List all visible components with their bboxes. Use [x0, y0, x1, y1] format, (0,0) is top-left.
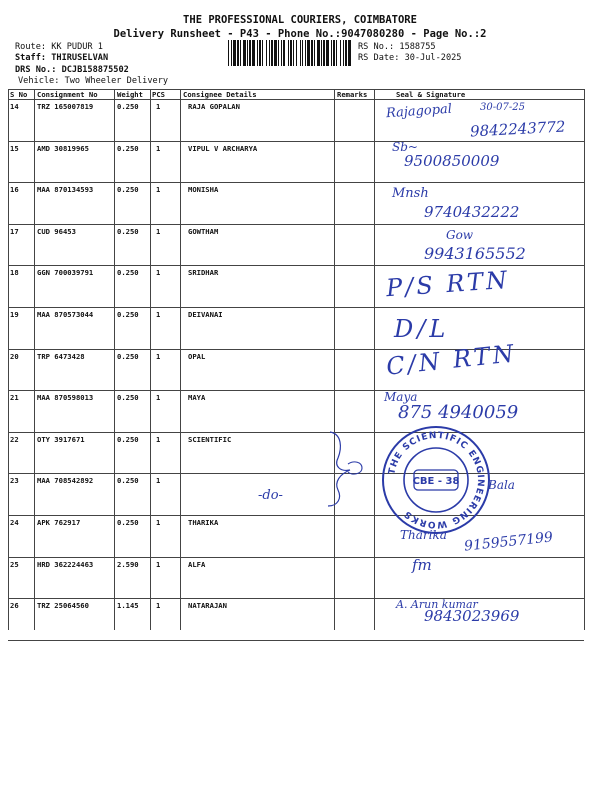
route-label: Route: KK PUDUR 1 — [15, 42, 103, 52]
runsheet-subtitle: Delivery Runsheet - P43 - Phone No.:9047080280 - Page No.:2 — [113, 28, 487, 40]
barcode-bar — [228, 40, 229, 66]
table-cell-consignee: RAJA GOPALAN — [188, 102, 240, 111]
table-cell-pcs: 1 — [156, 435, 161, 444]
table-cell-weight: 2.590 — [117, 560, 139, 569]
handwritten-note-row18: P/S RTN — [385, 265, 511, 303]
barcode-bar — [336, 40, 337, 66]
signature-row25: fm — [412, 556, 432, 574]
table-cell-sno: 23 — [10, 476, 19, 485]
signature-row23: Bala — [488, 478, 515, 492]
table-row-rule — [8, 141, 584, 142]
column-header: Consignment No — [37, 90, 98, 99]
table-row-rule — [8, 557, 584, 558]
table-cell-weight: 0.250 — [117, 476, 139, 485]
barcode-bar — [252, 40, 255, 66]
table-cell-consignee: SRIDHAR — [188, 268, 219, 277]
table-cell-pcs: 1 — [156, 560, 161, 569]
barcode-bar — [317, 40, 320, 66]
table-cell-pcs: 1 — [156, 144, 161, 153]
barcode-bar — [281, 40, 282, 66]
table-column-rule — [180, 89, 181, 630]
barcode-bar — [231, 40, 232, 66]
table-cell-consignee: DEIVANAI — [188, 310, 223, 319]
table-cell-weight: 0.250 — [117, 310, 139, 319]
drs-number: DRS No.: DCJB158875502 — [15, 65, 129, 75]
barcode-bar — [271, 40, 273, 66]
barcode-bar — [323, 40, 325, 66]
company-seal-stamp — [380, 424, 492, 536]
barcode-bar — [259, 40, 261, 66]
table-cell-sno: 18 — [10, 268, 19, 277]
barcode-bar — [333, 40, 335, 66]
handwritten-phone-row21: 875 4940059 — [398, 402, 519, 423]
table-row-rule — [8, 307, 584, 308]
barcode-bar — [290, 40, 292, 66]
rs-date: RS Date: 30-Jul-2025 — [358, 53, 462, 63]
barcode-bar — [331, 40, 332, 66]
signature-row15: Sb~ — [392, 140, 418, 154]
table-column-rule — [34, 89, 35, 630]
barcode-bar — [311, 40, 313, 66]
handwritten-date-row14: 30-07-25 — [480, 102, 525, 113]
table-column-rule — [374, 89, 375, 630]
table-cell-sno: 25 — [10, 560, 19, 569]
table-cell-consignment: OTY 3917671 — [37, 435, 85, 444]
table-cell-weight: 0.250 — [117, 268, 139, 277]
table-cell-weight: 0.250 — [117, 393, 139, 402]
handwritten-note-row19: D/L — [394, 315, 450, 343]
vehicle-label: Vehicle: Two Wheeler Delivery — [18, 76, 169, 86]
table-column-rule — [150, 89, 151, 630]
handwritten-phone-row16: 9740432222 — [424, 203, 520, 221]
table-cell-sno: 14 — [10, 102, 19, 111]
handwritten-note-row20: C/N RTN — [384, 339, 518, 381]
table-cell-pcs: 1 — [156, 518, 161, 527]
barcode-bar — [307, 40, 310, 66]
table-cell-consignee: OPAL — [188, 352, 206, 361]
column-header: Seal & Signature — [396, 90, 466, 99]
table-cell-weight: 0.250 — [117, 435, 139, 444]
table-cell-consignment: TRZ 165007819 — [37, 102, 94, 111]
barcode-bar — [247, 40, 248, 66]
table-cell-consignment: MAA 708542892 — [37, 476, 94, 485]
barcode-bar — [237, 40, 239, 66]
table-cell-weight: 0.250 — [117, 518, 139, 527]
table-cell-weight: 0.250 — [117, 144, 139, 153]
table-column-rule — [8, 89, 9, 630]
handwritten-phone-row26: 9843023969 — [424, 607, 520, 625]
table-cell-weight: 1.145 — [117, 601, 139, 610]
table-cell-consignment: MAA 870573044 — [37, 310, 94, 319]
table-cell-pcs: 1 — [156, 227, 161, 236]
table-row-rule — [8, 640, 584, 641]
barcode-bar — [343, 40, 344, 66]
table-cell-consignment: MAA 870598013 — [37, 393, 94, 402]
barcode-bar — [296, 40, 297, 66]
barcode-bar — [240, 40, 241, 66]
table-cell-sno: 19 — [10, 310, 19, 319]
barcode-bar — [340, 40, 341, 66]
signature-row16: Mnsh — [392, 186, 429, 201]
table-cell-pcs: 1 — [156, 102, 161, 111]
barcode-bar — [257, 40, 258, 66]
table-cell-consignee: GOWTHAM — [188, 227, 219, 236]
column-header: Remarks — [337, 90, 368, 99]
signature-row26: A. Arun kumar — [396, 598, 478, 611]
table-cell-consignee: THARIKA — [188, 518, 219, 527]
table-column-rule — [584, 89, 585, 630]
signature-row14: Rajagopal — [385, 101, 453, 122]
barcode-bar — [305, 40, 306, 66]
table-row-rule — [8, 390, 584, 391]
table-cell-pcs: 1 — [156, 352, 161, 361]
barcode-bar — [233, 40, 236, 66]
table-cell-weight: 0.250 — [117, 227, 139, 236]
column-header: S No — [10, 90, 28, 99]
ditto-mark-text: -do- — [258, 488, 283, 503]
table-cell-consignee: SCIENTIFIC — [188, 435, 232, 444]
handwritten-phone-row17: 9943165552 — [424, 244, 526, 263]
table-row-rule — [8, 224, 584, 225]
barcode-bar — [300, 40, 301, 66]
barcode-bar — [288, 40, 289, 66]
barcode-bar — [249, 40, 251, 66]
table-column-rule — [334, 89, 335, 630]
barcode-bar — [274, 40, 277, 66]
table-cell-consignee: ALFA — [188, 560, 206, 569]
table-cell-sno: 21 — [10, 393, 19, 402]
table-row-rule — [8, 99, 584, 100]
table-cell-sno: 22 — [10, 435, 19, 444]
table-row-rule — [8, 598, 584, 599]
barcode-bar — [348, 40, 351, 66]
handwritten-name-row21: Maya — [384, 390, 418, 404]
barcode-bar — [266, 40, 267, 66]
ditto-bracket-mark — [230, 428, 370, 508]
barcode-bar — [278, 40, 279, 66]
barcode-bar — [262, 40, 263, 66]
table-cell-pcs: 1 — [156, 268, 161, 277]
table-cell-weight: 0.250 — [117, 185, 139, 194]
stamp-center-text: CBE - 38 — [412, 476, 460, 487]
table-cell-sno: 17 — [10, 227, 19, 236]
table-cell-sno: 16 — [10, 185, 19, 194]
table-cell-sno: 26 — [10, 601, 19, 610]
table-cell-pcs: 1 — [156, 393, 161, 402]
table-cell-pcs: 1 — [156, 310, 161, 319]
barcode-bar — [345, 40, 347, 66]
barcode-bar — [269, 40, 270, 66]
staff-label: Staff: THIRUSELVAN — [15, 53, 109, 63]
barcode-bar — [302, 40, 303, 66]
column-header: Consignee Details — [183, 90, 257, 99]
handwritten-phone-row15: 9500850009 — [404, 152, 500, 170]
table-cell-consignment: AMD 30819965 — [37, 144, 89, 153]
stamp-ring-text: THE SCIENTIFIC ENGINEERING WORKS — [387, 430, 486, 530]
table-cell-consignee: VIPUL V ARCHARYA — [188, 144, 258, 153]
barcode-bar — [243, 40, 246, 66]
barcode-bar — [326, 40, 329, 66]
barcode — [228, 40, 354, 66]
company-title: THE PROFESSIONAL COURIERS, COIMBATORE — [183, 14, 417, 26]
handwritten-phone-row24: 9159557199 — [463, 529, 554, 555]
table-cell-consignment: APK 762917 — [37, 518, 81, 527]
handwritten-phone-row14: 9842243772 — [469, 117, 566, 141]
table-cell-consignee: MAYA — [188, 393, 206, 402]
handwritten-name-row24: Tharika — [400, 528, 447, 542]
barcode-bar — [283, 40, 285, 66]
table-cell-consignment: MAA 870134593 — [37, 185, 94, 194]
table-cell-consignment: TRZ 25064560 — [37, 601, 89, 610]
column-header: PCS — [152, 90, 165, 99]
barcode-bar — [293, 40, 294, 66]
table-cell-consignment: TRP 6473428 — [37, 352, 85, 361]
table-cell-consignee: MONISHA — [188, 185, 219, 194]
barcode-bar — [314, 40, 315, 66]
table-cell-sno: 24 — [10, 518, 19, 527]
barcode-bar — [321, 40, 322, 66]
table-row-rule — [8, 182, 584, 183]
table-cell-consignee: NATARAJAN — [188, 601, 227, 610]
table-cell-pcs: 1 — [156, 476, 161, 485]
table-cell-weight: 0.250 — [117, 352, 139, 361]
table-row-rule — [8, 515, 584, 516]
table-cell-pcs: 1 — [156, 185, 161, 194]
column-header: Weight — [117, 90, 143, 99]
table-cell-sno: 15 — [10, 144, 19, 153]
table-cell-consignment: GGN 700039791 — [37, 268, 94, 277]
table-column-rule — [114, 89, 115, 630]
table-cell-pcs: 1 — [156, 601, 161, 610]
table-cell-consignment: CUD 96453 — [37, 227, 76, 236]
table-cell-sno: 20 — [10, 352, 19, 361]
signature-row17: Gow — [446, 228, 474, 242]
table-cell-weight: 0.250 — [117, 102, 139, 111]
table-cell-consignment: HRD 362224463 — [37, 560, 94, 569]
rs-number: RS No.: 1588755 — [358, 42, 436, 52]
